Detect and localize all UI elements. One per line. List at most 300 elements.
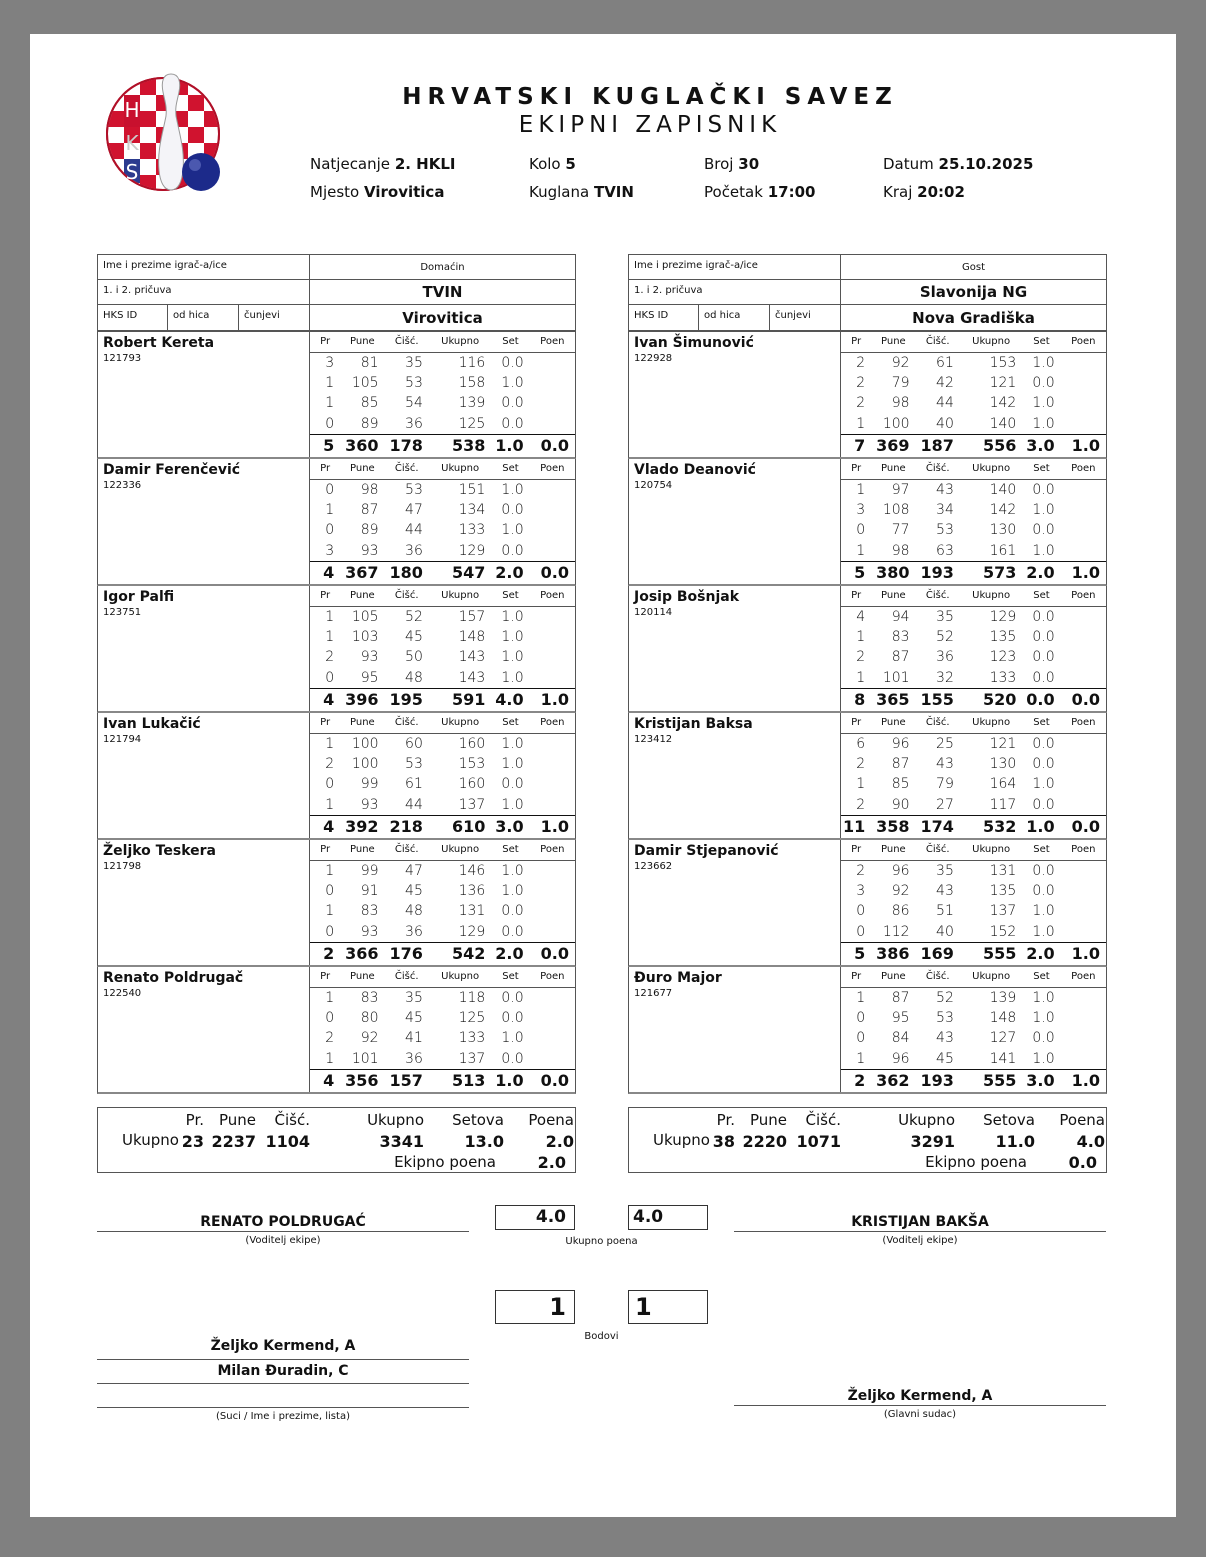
score-cell: 95 xyxy=(360,669,379,686)
player-total-row xyxy=(310,942,575,964)
score-cell xyxy=(1061,1008,1106,1029)
score-cell: 2 xyxy=(856,796,866,813)
score-cell: 61 xyxy=(936,354,954,371)
score-cell: 53 xyxy=(936,1009,954,1026)
player-name: Damir Ferenčević xyxy=(103,462,241,478)
lane-row xyxy=(310,987,575,1008)
guest-total-points-box: 4.0 xyxy=(628,1205,708,1230)
total-cell: 0.0 xyxy=(530,434,575,456)
column-header: Poen xyxy=(530,586,575,606)
score-cell: 129 xyxy=(458,542,486,559)
score-cell: 2 xyxy=(856,755,866,772)
column-header: Pr xyxy=(841,459,871,479)
lane-row xyxy=(841,901,1106,922)
lane-row xyxy=(841,922,1106,943)
player-score-table xyxy=(310,713,575,837)
column-header: Pune xyxy=(871,967,915,987)
player-score-table xyxy=(841,332,1106,456)
team-points-label: Ekipno poena xyxy=(394,1153,496,1171)
score-cell xyxy=(530,774,575,795)
score-cell: 1.0 xyxy=(501,522,524,539)
player-id: 120754 xyxy=(634,480,673,491)
column-header: Pr xyxy=(841,840,871,860)
score-cell: 48 xyxy=(405,669,423,686)
score-cell: 47 xyxy=(405,501,423,518)
column-header: Poen xyxy=(1061,967,1106,987)
lane-row xyxy=(310,1028,575,1049)
score-cell xyxy=(1061,754,1106,775)
score-cell: 0 xyxy=(325,1009,335,1026)
total-cell: 11 xyxy=(841,815,871,837)
lane-row xyxy=(310,1008,575,1029)
score-cell xyxy=(1061,393,1106,414)
score-cell: 41 xyxy=(405,1030,423,1047)
total-cell: 2 xyxy=(310,942,340,964)
score-cell xyxy=(530,500,575,521)
score-cell xyxy=(1061,606,1106,627)
meta-round: Kolo 5 xyxy=(529,155,576,173)
player-block xyxy=(628,586,1107,713)
home-captain-signature xyxy=(97,1214,469,1246)
column-header: Ukupno xyxy=(960,459,1022,479)
score-cell: 1.0 xyxy=(501,649,524,666)
hks-id-label: HKS ID xyxy=(98,305,168,330)
total-cell: 2 xyxy=(841,1069,871,1091)
total-cell: 1.0 xyxy=(530,688,575,710)
from-throw-label: od hica xyxy=(699,305,770,330)
sum-column-header: Pr. xyxy=(716,1111,735,1129)
score-cell xyxy=(1061,520,1106,541)
score-cell: 2 xyxy=(856,354,866,371)
lane-row xyxy=(310,352,575,373)
total-cell: 1.0 xyxy=(530,815,575,837)
score-cell: 1.0 xyxy=(501,796,524,813)
lane-row xyxy=(841,393,1106,414)
score-cell: 48 xyxy=(405,903,423,920)
score-cell: 44 xyxy=(405,522,423,539)
player-score-table xyxy=(310,459,575,583)
document-title: EKIPNI ZAPISNIK xyxy=(518,112,782,138)
player-block xyxy=(97,840,576,967)
score-cell: 0.0 xyxy=(501,903,524,920)
score-cell: 99 xyxy=(360,776,379,793)
column-header: Ukupno xyxy=(960,713,1022,733)
player-name: Željko Teskera xyxy=(103,843,216,859)
lane-row xyxy=(841,500,1106,521)
score-cell: 0 xyxy=(325,415,335,432)
column-header: Čišć. xyxy=(385,332,429,352)
score-cell: 133 xyxy=(989,669,1017,686)
player-block xyxy=(628,332,1107,459)
score-cell: 1 xyxy=(856,776,866,793)
score-cell xyxy=(530,1028,575,1049)
score-cell: 40 xyxy=(936,923,954,940)
total-cell: 591 xyxy=(429,688,491,710)
score-cell: 45 xyxy=(405,882,423,899)
svg-text:S: S xyxy=(125,160,139,184)
score-cell: 1 xyxy=(856,542,866,559)
score-cell: 94 xyxy=(891,608,910,625)
score-cell: 0.0 xyxy=(501,542,524,559)
score-cell: 0.0 xyxy=(501,923,524,940)
score-cell: 1 xyxy=(856,628,866,645)
score-cell: 100 xyxy=(351,755,379,772)
sum-column-header: Poena xyxy=(1059,1111,1105,1129)
pins-label: čunjevi xyxy=(244,310,280,321)
score-cell: 98 xyxy=(360,481,379,498)
home-captain-name: RENATO POLDRUGAĆ xyxy=(97,1214,469,1232)
score-cell: 52 xyxy=(405,608,423,625)
score-cell xyxy=(1061,1049,1106,1070)
total-cell: 174 xyxy=(916,815,960,837)
score-cell: 0.0 xyxy=(501,395,524,412)
player-total-row xyxy=(841,942,1106,964)
player-id: 121677 xyxy=(634,988,673,999)
lane-row xyxy=(310,881,575,902)
score-cell: 54 xyxy=(405,395,423,412)
player-name: Robert Kereta xyxy=(103,335,215,351)
score-cell: 0.0 xyxy=(501,354,524,371)
score-cell xyxy=(1061,352,1106,373)
column-header: Pr xyxy=(310,840,340,860)
score-cell: 0 xyxy=(856,903,866,920)
score-cell: 96 xyxy=(891,862,910,879)
score-cell xyxy=(530,987,575,1008)
column-header: Pune xyxy=(871,586,915,606)
meta-competition: Natjecanje 2. HKLI xyxy=(310,155,456,173)
score-cell xyxy=(1061,647,1106,668)
score-cell: 0.0 xyxy=(501,415,524,432)
score-cell: 53 xyxy=(405,374,423,391)
total-cell: 178 xyxy=(385,434,429,456)
score-cell: 1.0 xyxy=(1032,501,1055,518)
score-cell: 133 xyxy=(458,1030,486,1047)
player-id: 121793 xyxy=(103,353,142,364)
score-cell: 89 xyxy=(360,415,379,432)
guest-summary xyxy=(628,1107,1107,1173)
score-cell: 2 xyxy=(856,395,866,412)
score-cell: 98 xyxy=(891,542,910,559)
score-cell: 96 xyxy=(891,1050,910,1067)
lane-row xyxy=(841,627,1106,648)
score-cell: 3 xyxy=(325,542,335,559)
player-score-table xyxy=(310,332,575,456)
score-cell: 0 xyxy=(856,923,866,940)
home-total-points-box: 4.0 xyxy=(495,1205,575,1230)
total-cell: 2.0 xyxy=(491,561,529,583)
total-cell: 542 xyxy=(429,942,491,964)
sum-value: 3341 xyxy=(379,1132,424,1151)
home-captain-caption: (Voditelj ekipe) xyxy=(245,1235,321,1246)
sum-value: 2237 xyxy=(211,1132,256,1151)
score-cell: 0.0 xyxy=(1032,862,1055,879)
total-cell: 4.0 xyxy=(491,688,529,710)
score-cell: 1.0 xyxy=(501,882,524,899)
score-cell: 1.0 xyxy=(501,374,524,391)
column-header: Set xyxy=(491,967,529,987)
lane-row xyxy=(310,901,575,922)
score-cell: 93 xyxy=(360,796,379,813)
score-cell: 52 xyxy=(936,989,954,1006)
total-cell: 367 xyxy=(340,561,384,583)
column-header: Set xyxy=(1022,459,1060,479)
total-cell: 365 xyxy=(871,688,915,710)
lane-row xyxy=(841,795,1106,816)
score-cell: 27 xyxy=(936,796,954,813)
total-cell: 0.0 xyxy=(1061,815,1106,837)
lane-row xyxy=(841,647,1106,668)
pins-label: čunjevi xyxy=(775,310,811,321)
column-header: Poen xyxy=(530,332,575,352)
score-cell xyxy=(530,520,575,541)
score-cell: 1 xyxy=(325,735,335,752)
sum-value: 11.0 xyxy=(995,1132,1035,1151)
score-cell: 61 xyxy=(405,776,423,793)
score-cell: 36 xyxy=(936,649,954,666)
column-header: Čišć. xyxy=(385,713,429,733)
column-header: Pune xyxy=(340,840,384,860)
score-cell: 1 xyxy=(325,862,335,879)
score-cell: 135 xyxy=(989,882,1017,899)
home-bodovi-box: 1 xyxy=(495,1290,575,1324)
player-total-row xyxy=(841,561,1106,583)
lane-row xyxy=(841,414,1106,435)
score-cell: 121 xyxy=(989,735,1017,752)
reserves-label: 1. i 2. pričuva xyxy=(103,285,172,296)
column-header: Pune xyxy=(340,713,384,733)
score-cell: 1.0 xyxy=(1032,923,1055,940)
score-cell: 40 xyxy=(936,415,954,432)
total-cell: 573 xyxy=(960,561,1022,583)
sum-value: 2.0 xyxy=(545,1132,574,1151)
score-cell: 35 xyxy=(936,862,954,879)
player-id: 123751 xyxy=(103,607,142,618)
score-cell: 0.0 xyxy=(1032,522,1055,539)
sum-column-header: Pr. xyxy=(185,1111,204,1129)
score-cell: 105 xyxy=(351,374,379,391)
score-cell: 0.0 xyxy=(501,989,524,1006)
column-header: Pune xyxy=(871,713,915,733)
score-cell xyxy=(530,647,575,668)
column-header: Set xyxy=(491,840,529,860)
player-id: 120114 xyxy=(634,607,673,618)
score-cell: 100 xyxy=(351,735,379,752)
total-cell: 4 xyxy=(310,561,340,583)
lane-row xyxy=(841,1008,1106,1029)
column-header: Čišć. xyxy=(385,967,429,987)
score-cell: 93 xyxy=(360,923,379,940)
score-cell xyxy=(1061,414,1106,435)
score-cell: 1.0 xyxy=(1032,776,1055,793)
score-cell: 35 xyxy=(405,989,423,1006)
total-cell: 5 xyxy=(841,561,871,583)
score-cell: 160 xyxy=(458,776,486,793)
total-cell: 187 xyxy=(916,434,960,456)
score-cell: 2 xyxy=(325,755,335,772)
score-cell: 50 xyxy=(405,649,423,666)
score-cell: 148 xyxy=(458,628,486,645)
score-cell: 87 xyxy=(891,989,910,1006)
lane-row xyxy=(310,500,575,521)
lane-row xyxy=(310,606,575,627)
column-header: Poen xyxy=(530,840,575,860)
player-score-table xyxy=(310,967,575,1091)
score-cell: 34 xyxy=(936,501,954,518)
lane-row xyxy=(841,1049,1106,1070)
score-cell: 1 xyxy=(325,628,335,645)
score-cell xyxy=(530,881,575,902)
score-cell: 101 xyxy=(882,669,910,686)
score-cell xyxy=(1061,922,1106,943)
score-cell: 35 xyxy=(405,354,423,371)
total-cell: 538 xyxy=(429,434,491,456)
total-cell: 366 xyxy=(340,942,384,964)
score-cell xyxy=(530,1008,575,1029)
guest-bodovi-box: 1 xyxy=(628,1290,708,1324)
score-cell: 92 xyxy=(891,354,910,371)
score-cell: 79 xyxy=(891,374,910,391)
total-cell: 4 xyxy=(310,1069,340,1091)
column-header: Pr xyxy=(310,332,340,352)
player-block xyxy=(97,713,576,840)
player-score-table xyxy=(841,713,1106,837)
score-cell: 143 xyxy=(458,669,486,686)
score-cell: 43 xyxy=(936,481,954,498)
score-cell: 83 xyxy=(360,989,379,1006)
score-cell: 87 xyxy=(360,501,379,518)
head-judge-signature xyxy=(734,1388,1106,1420)
sum-column-header: Čišć. xyxy=(805,1111,841,1129)
sum-row-label: Ukupno xyxy=(653,1131,710,1149)
score-cell: 1 xyxy=(856,1050,866,1067)
score-cell xyxy=(530,795,575,816)
score-cell: 103 xyxy=(351,628,379,645)
score-cell: 125 xyxy=(458,1009,486,1026)
column-header: Pune xyxy=(871,459,915,479)
score-cell: 0.0 xyxy=(1032,882,1055,899)
score-cell: 83 xyxy=(360,903,379,920)
judges-signature xyxy=(97,1336,469,1422)
sum-column-header: Pune xyxy=(218,1111,256,1129)
score-cell: 0.0 xyxy=(1032,669,1055,686)
total-cell: 4 xyxy=(310,688,340,710)
judge-3 xyxy=(97,1384,469,1408)
column-header: Pr xyxy=(841,586,871,606)
score-cell xyxy=(1061,987,1106,1008)
sum-value: 1104 xyxy=(265,1132,310,1151)
score-cell xyxy=(530,627,575,648)
score-cell: 60 xyxy=(405,735,423,752)
score-cell xyxy=(530,901,575,922)
column-header: Set xyxy=(491,713,529,733)
total-cell: 555 xyxy=(960,1069,1022,1091)
score-cell: 131 xyxy=(458,903,486,920)
score-cell: 0.0 xyxy=(1032,1030,1055,1047)
score-cell: 1.0 xyxy=(1032,395,1055,412)
column-header: Poen xyxy=(530,459,575,479)
lane-row xyxy=(841,987,1106,1008)
score-cell: 2 xyxy=(325,649,335,666)
score-cell: 35 xyxy=(936,608,954,625)
player-name: Ivan Šimunović xyxy=(634,335,754,351)
column-header: Ukupno xyxy=(429,586,491,606)
total-cell: 396 xyxy=(340,688,384,710)
lane-row xyxy=(310,1049,575,1070)
score-cell xyxy=(1061,668,1106,689)
score-cell: 2 xyxy=(856,862,866,879)
score-cell: 0 xyxy=(325,481,335,498)
from-throw-label: od hica xyxy=(168,305,239,330)
score-cell: 1.0 xyxy=(501,1030,524,1047)
score-cell: 1 xyxy=(325,374,335,391)
lane-row xyxy=(841,1028,1106,1049)
lane-row xyxy=(841,520,1106,541)
column-header: Čišć. xyxy=(916,459,960,479)
score-cell: 137 xyxy=(458,1050,486,1067)
column-header: Čišć. xyxy=(916,586,960,606)
column-header: Čišć. xyxy=(385,840,429,860)
score-cell: 1 xyxy=(325,395,335,412)
total-cell: 2.0 xyxy=(491,942,529,964)
lane-row xyxy=(310,668,575,689)
score-cell: 0 xyxy=(856,522,866,539)
score-cell: 51 xyxy=(936,903,954,920)
column-header: Čišć. xyxy=(916,332,960,352)
column-header: Pr xyxy=(841,332,871,352)
player-total-row xyxy=(310,688,575,710)
bodovi-caption: Bodovi xyxy=(584,1331,619,1342)
score-cell: 53 xyxy=(405,755,423,772)
column-header: Čišć. xyxy=(385,459,429,479)
score-cell xyxy=(1061,627,1106,648)
player-id: 121798 xyxy=(103,861,142,872)
score-cell: 79 xyxy=(936,776,954,793)
score-cell: 47 xyxy=(405,862,423,879)
column-header: Poen xyxy=(1061,586,1106,606)
column-header: Pune xyxy=(871,332,915,352)
score-cell: 36 xyxy=(405,415,423,432)
score-cell: 153 xyxy=(989,354,1017,371)
lane-row xyxy=(310,479,575,500)
player-id: 123412 xyxy=(634,734,673,745)
score-cell: 3 xyxy=(325,354,335,371)
total-cell: 380 xyxy=(871,561,915,583)
score-cell: 112 xyxy=(882,923,910,940)
total-cell: 610 xyxy=(429,815,491,837)
column-header: Poen xyxy=(530,967,575,987)
score-cell: 53 xyxy=(405,481,423,498)
lane-row xyxy=(310,627,575,648)
lane-row xyxy=(841,754,1106,775)
score-cell xyxy=(530,352,575,373)
lane-row xyxy=(310,541,575,562)
score-sheet xyxy=(30,34,1176,1517)
score-cell xyxy=(1061,795,1106,816)
score-cell: 1.0 xyxy=(501,735,524,752)
score-cell: 43 xyxy=(936,755,954,772)
player-name: Josip Bošnjak xyxy=(634,589,739,605)
score-cell xyxy=(530,541,575,562)
score-cell: 0.0 xyxy=(1032,796,1055,813)
score-cell: 139 xyxy=(989,989,1017,1006)
meta-number: Broj 30 xyxy=(704,155,760,173)
column-header: Pr xyxy=(841,713,871,733)
score-cell: 0 xyxy=(325,776,335,793)
column-header: Set xyxy=(491,332,529,352)
score-cell: 99 xyxy=(360,862,379,879)
total-cell: 157 xyxy=(385,1069,429,1091)
score-cell: 42 xyxy=(936,374,954,391)
